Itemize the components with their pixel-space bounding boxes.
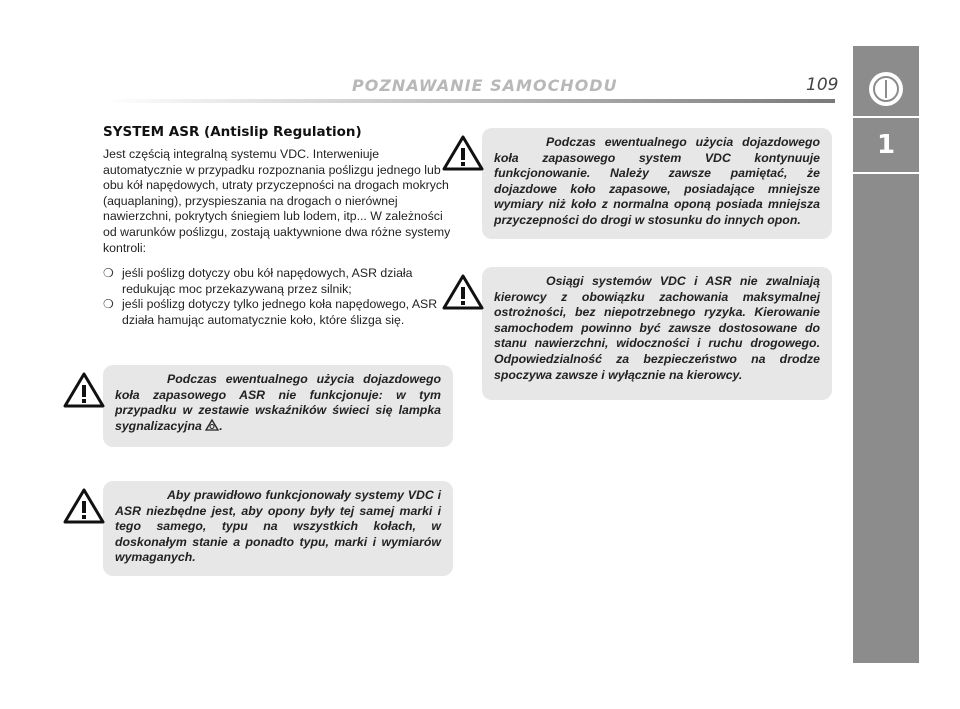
header-rule <box>103 99 835 103</box>
bullet-icon: ❍ <box>103 266 114 280</box>
warning-triangle-icon <box>442 135 484 171</box>
section-body: Jest częścią integralną systemu VDC. Interweniuje automatycznie w przypadku rozpoznania poślizgu jednego lub obu kół napędowych, utraty przyczepności na drogach mokrych (aquaplaning), przyspieszania na drogach o nierównej nawierzchni, pokrytych śniegiem lub lodem, itp... W zależności od warunków poślizgu, zostają uaktywnione dwa różne systemy kontroli: <box>103 147 451 255</box>
bullet-list <box>103 266 453 328</box>
warning-box <box>103 365 453 447</box>
bullet-text: jeśli poślizg dotyczy tylko jednego koła napędowego, ASR działa hamując automatycznie koło, które ślizga się. <box>122 297 438 327</box>
warning-box <box>103 481 453 576</box>
vdc-warning-lamp-icon <box>205 419 219 431</box>
list-item <box>103 266 453 297</box>
brand-logo-icon <box>869 72 903 106</box>
warning-triangle-icon <box>442 274 484 310</box>
warning-triangle-icon <box>63 372 105 408</box>
running-header-title: POZNAWANIE SAMOCHODU <box>352 76 618 95</box>
bullet-text: jeśli poślizg dotyczy obu kół napędowych, ASR działa redukując moc przekazywaną przez silnik; <box>122 266 413 296</box>
warning-text-suffix: . <box>219 418 223 433</box>
warning-text: Aby prawidłowo funkcjonowały systemy VDC i ASR niezbędne jest, aby opony były tej samej marki i tego samego, typu na wszystkich kołach, w doskonałym stanie a ponadto typu, marki i wymiarów wymaganych. <box>115 488 441 565</box>
warning-text: Podczas ewentualnego użycia dojazdowego koła zapasowego ASR nie funkcjonuje: w tym przypadku w zestawie wskaźników świeci się lampka sygnalizacyjna <box>115 372 441 433</box>
chapter-number: 1 <box>876 130 896 160</box>
warning-triangle-icon <box>63 488 105 524</box>
warning-box <box>482 267 832 400</box>
warning-text: Osiągi systemów VDC i ASR nie zwalniają kierowcy z obowiązku zachowania maksymalnej ostrożności, bez niepotrzebnego ryzyka. Kierowanie samochodem powinno być zawsze dostosowane do stanu nawierzchni, widoczności i ruchu drogowego. Odpowiedzialność za bezpieczeństwo na drodze spoczywa zawsze i wyłącznie na kierowcy. <box>494 274 820 382</box>
tab-divider <box>853 172 919 174</box>
tab-divider <box>853 116 919 118</box>
list-item <box>103 297 453 328</box>
section-title: SYSTEM ASR (Antislip Regulation) <box>103 124 362 140</box>
warning-text: Podczas ewentualnego użycia dojazdowego koła zapasowego system VDC kontynuuje funkcjonowanie. Należy zawsze pamiętać, że dojazdowe koło zapasowe, posiadające mniejsze wymiary niż koło z normalna oponą posiada mniejsza przyczepności do drogi w stosunku do innych opon. <box>494 135 820 227</box>
bullet-icon: ❍ <box>103 297 114 312</box>
page-number: 109 <box>806 75 839 95</box>
warning-box <box>482 128 832 239</box>
